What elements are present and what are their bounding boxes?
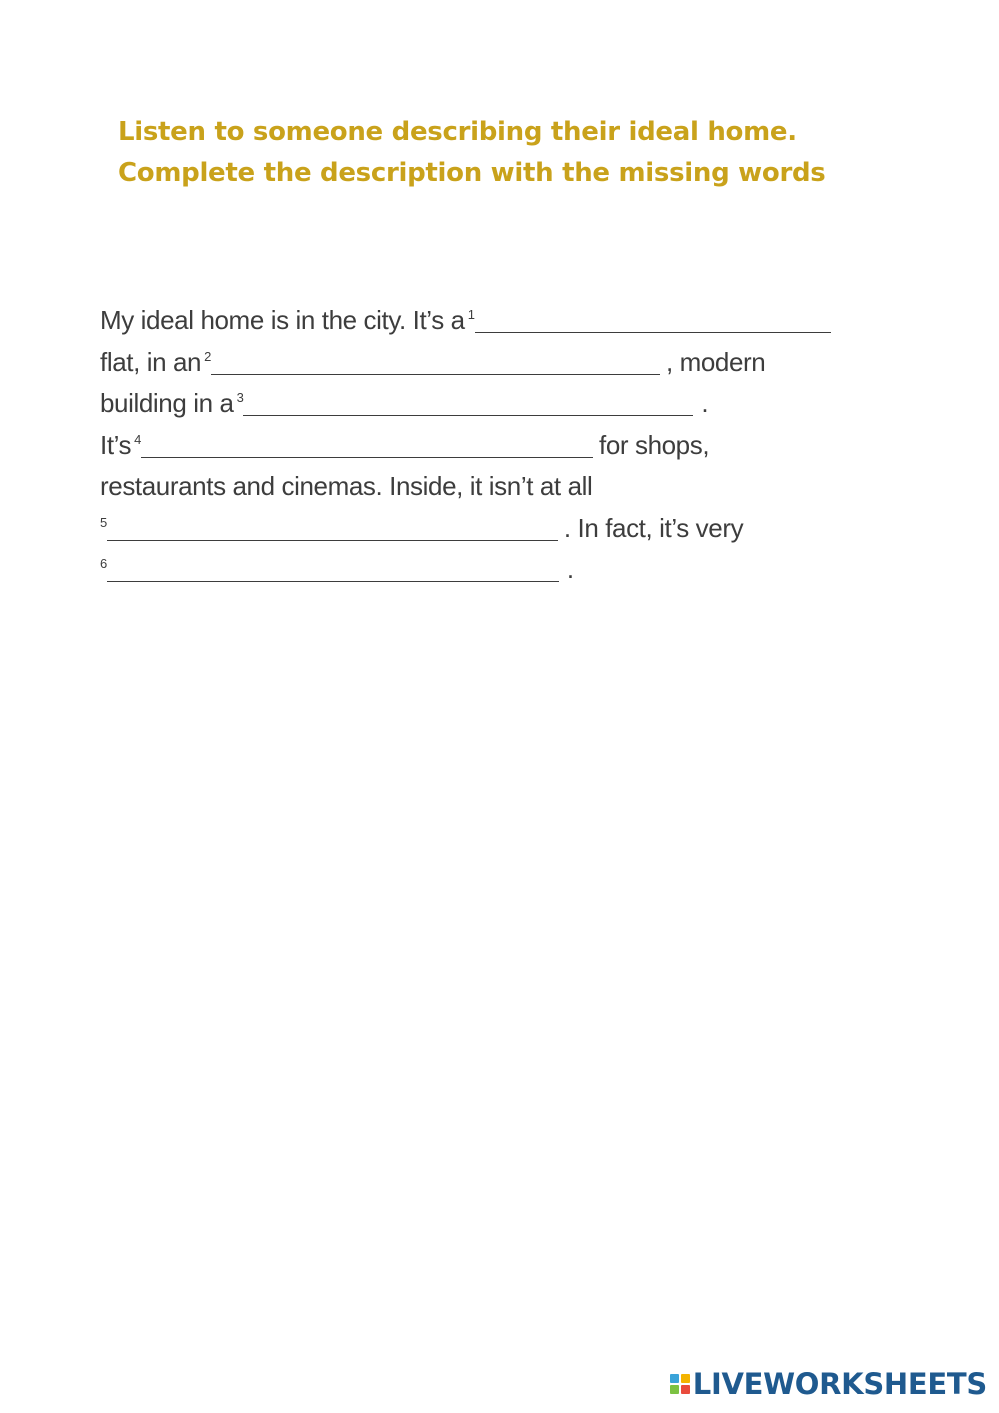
logo-square-icon (681, 1385, 690, 1394)
passage-text: flat, in an (100, 346, 202, 377)
liveworksheets-brand: LIVEWORKSHEETS (692, 1367, 987, 1401)
passage-text: . In fact, it’s very (563, 512, 744, 543)
passage-text: It’s (100, 429, 132, 460)
logo-square-icon (670, 1374, 679, 1383)
passage-row-3 (100, 383, 900, 425)
passage-text: . (701, 388, 709, 418)
logo-square-icon (670, 1385, 679, 1394)
passage-text: My ideal home is in the city. It’s a (100, 305, 465, 335)
passage-text: building in a (100, 388, 234, 418)
passage-row-7 (100, 549, 900, 591)
passage-text: restaurants and cinemas. Inside, it isn’t at all (100, 471, 593, 501)
gap-number-3: 3 (236, 390, 244, 405)
gap-number-1: 1 (467, 307, 475, 322)
answer-blank-5[interactable] (107, 539, 558, 541)
passage-row-2 (100, 342, 900, 384)
instructions (118, 112, 918, 194)
gap-number-2: 2 (204, 348, 211, 364)
passage-row-1 (100, 300, 900, 342)
gap-number-6: 6 (100, 556, 107, 571)
instruction-line-2: Complete the description with the missing words (118, 158, 826, 188)
answer-blank-3[interactable] (243, 414, 693, 416)
answer-blank-6[interactable] (107, 580, 559, 582)
passage-row-4 (100, 425, 900, 467)
gap-fill-passage (100, 300, 900, 591)
passage-row-5 (100, 466, 900, 508)
gap-number-5: 5 (100, 514, 107, 530)
instruction-line-1: Listen to someone describing their ideal home. (118, 117, 797, 147)
answer-blank-4[interactable] (141, 456, 593, 458)
gap-number-4: 4 (134, 431, 141, 447)
passage-text: . (566, 554, 574, 584)
liveworksheets-logo (670, 1367, 987, 1401)
passage-text: , modern (665, 346, 766, 377)
passage-row-6 (100, 508, 900, 550)
passage-text: for shops, (599, 429, 710, 460)
liveworksheets-logo-icon (670, 1374, 690, 1394)
logo-square-icon (681, 1374, 690, 1383)
answer-blank-1[interactable] (475, 331, 831, 333)
answer-blank-2[interactable] (211, 373, 660, 375)
